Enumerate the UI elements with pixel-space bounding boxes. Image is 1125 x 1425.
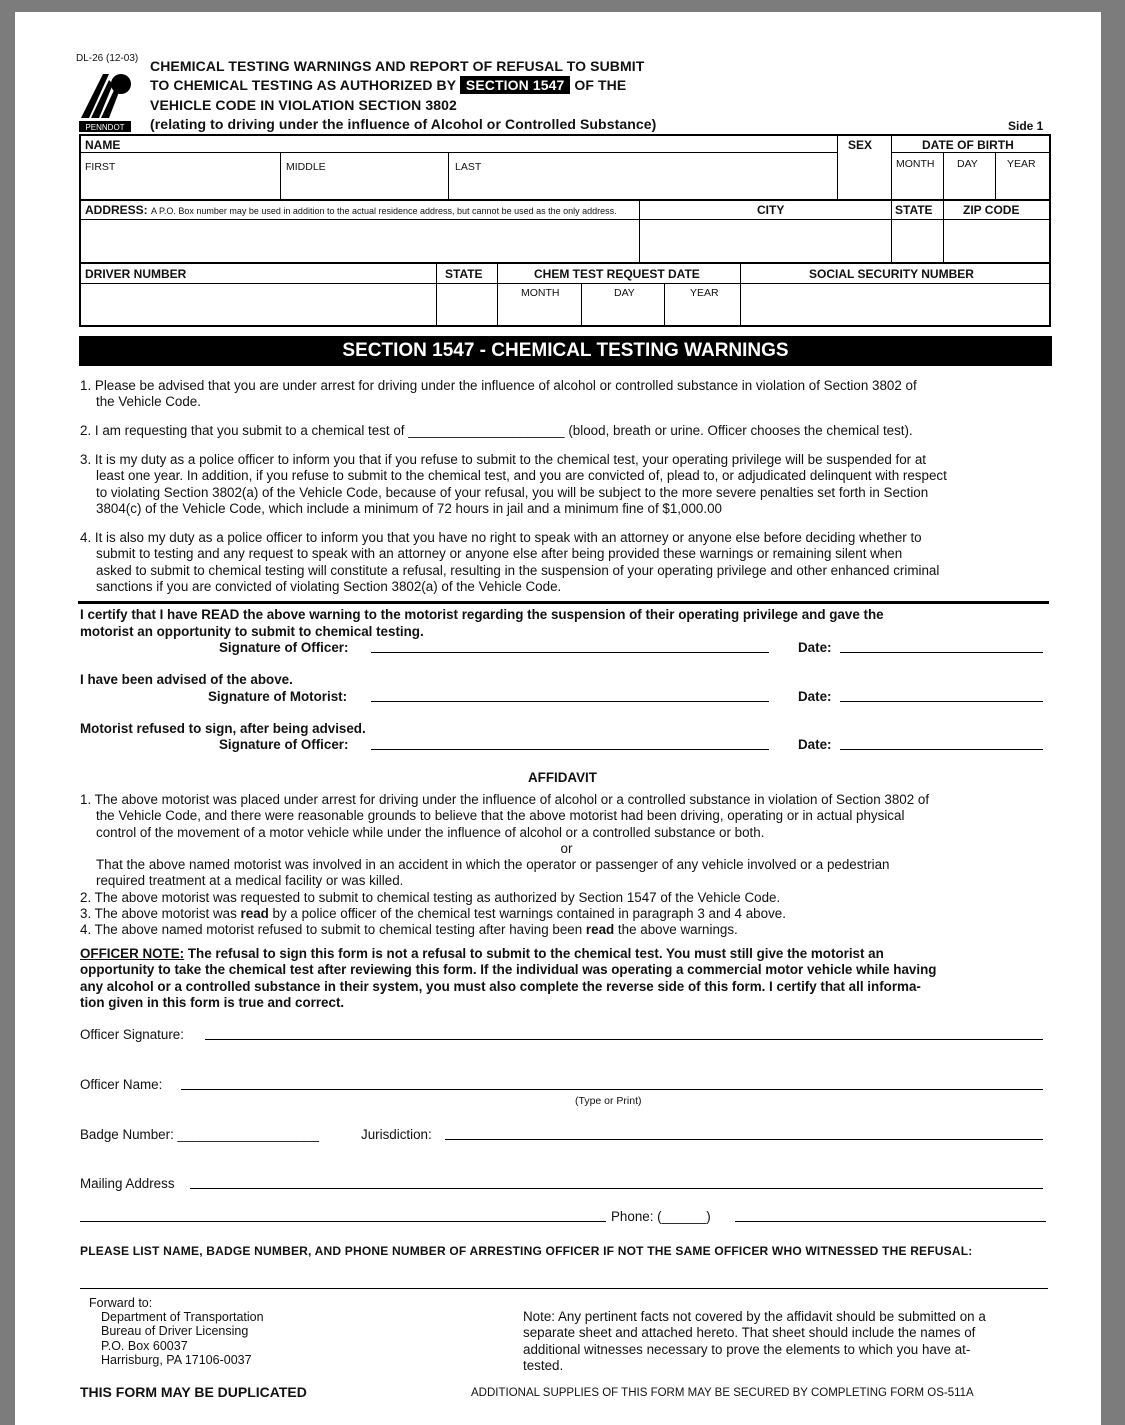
date-3-label: Date: <box>798 737 832 752</box>
svg-text:PENNDOT: PENNDOT <box>85 123 125 132</box>
warning-3: 3. It is my duty as a police officer to inform you that if you refuse to submit to the chemical test, your operating privilege will be suspended for at least one year. In addition, if you refuse to submit to the chemical test, and you are convicted of, plead to, or adjudicated delinquent with respect to violating Section 3802(a) of the Vehicle Code, because of your refusal, you will be subject to the more severe penalties set forth in Section 3804(c) of the Vehicle Code, which include a minimum of 72 hours in jail and a minimum fine of $1,000.00 <box>80 452 947 516</box>
section-banner: SECTION 1547 - CHEMICAL TESTING WARNINGS <box>79 336 1052 366</box>
supplies-notice: ADDITIONAL SUPPLIES OF THIS FORM MAY BE SECURED BY COMPLETING FORM OS-511A <box>471 1387 974 1399</box>
forward-address-2: Bureau of Driver Licensing <box>101 1324 249 1338</box>
mailing-address-line-2[interactable] <box>80 1211 606 1222</box>
officer-name-line[interactable] <box>181 1079 1043 1090</box>
date-1-label: Date: <box>798 640 832 655</box>
officer-note: OFFICER NOTE: The refusal to sign this form is not a refusal to submit to the chemical test. You must still give the motorist an opportunity to take the chemical test after reviewing this form. If the individual was operating a commercial motor vehicle while having any alcohol or a controlled substance in their system, you must also complete the reverse side of this form. I certify that all informa- tion given in this form is true and correct. <box>80 946 937 1010</box>
officer-signature-2-line[interactable] <box>371 739 769 750</box>
phone-label: Phone: (______) <box>611 1209 711 1224</box>
last-name-label: LAST <box>455 161 482 173</box>
officer-signature-field-line[interactable] <box>205 1029 1043 1040</box>
title-line-1: CHEMICAL TESTING WARNINGS AND REPORT OF REFUSAL TO SUBMIT <box>150 58 645 74</box>
mailing-address-label: Mailing Address <box>80 1176 175 1191</box>
chem-month-label: MONTH <box>521 287 560 299</box>
title-line-2: TO CHEMICAL TESTING AS AUTHORIZED BY SECTION 1547 OF THE <box>150 77 627 93</box>
affidavit-1: 1. The above motorist was placed under arrest for driving under the influence of alcohol or a controlled substance in violation of Section 3802 of the Vehicle Code, and there were reasonable grounds to believe that the above motorist had been driving, operating or in actual physical control of the movement of a motor vehicle while under the influence of alcohol or a controlled substance or both. or That the above named motorist was involved in an accident in which the operator or passenger of any vehicle involved or a pedestrian required treatment at a medical facility or was killed. 2. The above motorist was requested to submit to chemical testing as authorized by Section 1547 of the Vehicle Code. 3. The above motorist was read by a police officer of the chemical test warnings contained in paragraph 3 and 4 above. 4. The above named motorist refused to submit to chemical testing after having been read the above warnings. <box>80 792 930 938</box>
chem-day-label: DAY <box>614 287 635 299</box>
title-line-3: VEHICLE CODE IN VIOLATION SECTION 3802 <box>150 97 457 113</box>
section-1547-highlight: SECTION 1547 <box>460 76 570 94</box>
name-label: NAME <box>85 138 121 152</box>
city-label: CITY <box>757 203 785 217</box>
mailing-address-line[interactable] <box>190 1178 1043 1189</box>
driver-number-label: DRIVER NUMBER <box>85 267 187 281</box>
type-or-print-caption: (Type or Print) <box>575 1095 642 1107</box>
motorist-signature-line[interactable] <box>371 691 769 702</box>
duplicated-notice: THIS FORM MAY BE DUPLICATED <box>80 1384 307 1400</box>
address-note: A P.O. Box number may be used in addition to the actual residence address, but cannot be used as the only address. <box>151 206 617 216</box>
first-name-label: FIRST <box>85 161 116 173</box>
dob-year-label: YEAR <box>1007 158 1036 170</box>
phone-line[interactable] <box>735 1211 1046 1222</box>
side-label: Side 1 <box>1008 119 1044 133</box>
affidavit-title: AFFIDAVIT <box>528 770 597 785</box>
officer-name-label: Officer Name: <box>80 1077 163 1092</box>
officer-signature-field-label: Officer Signature: <box>80 1027 184 1042</box>
dob-label: DATE OF BIRTH <box>922 138 1014 152</box>
address-label: ADDRESS: A P.O. Box number may be used in addition to the actual residence address, but cannot be used as the only address. <box>85 203 617 217</box>
sex-label: SEX <box>848 138 873 152</box>
warning-1: 1. Please be advised that you are under arrest for driving under the influence of alcohol or controlled substance in violation of Section 3802 of the Vehicle Code. <box>80 378 917 410</box>
title-line-4: (relating to driving under the influence of Alcohol or Controlled Substance) <box>150 116 657 132</box>
zip-label: ZIP CODE <box>963 203 1020 217</box>
warning-4: 4. It is also my duty as a police officer to inform you that you have no right to speak with an attorney or anyone else before deciding whether to submit to testing and any request to speak with an attorney or anyone else after being provided these warnings or remaining silent when asked to submit to chemical testing will constitute a refusal, resulting in the suspension of your operating privilege and other enhanced criminal sanctions if you are convicted of violating Section 3802(a) of the Vehicle Code. <box>80 530 940 594</box>
date-1-line[interactable] <box>840 642 1043 653</box>
badge-number-label: Badge Number: ___________________ <box>80 1127 320 1142</box>
date-3-line[interactable] <box>840 739 1043 750</box>
chem-test-date-label: CHEM TEST REQUEST DATE <box>534 267 700 281</box>
jurisdiction-label: Jurisdiction: <box>361 1127 432 1142</box>
penndot-logo <box>79 70 131 132</box>
date-2-line[interactable] <box>840 691 1043 702</box>
chem-year-label: YEAR <box>690 287 719 299</box>
driver-state-label: STATE <box>445 267 483 281</box>
footer-note: Note: Any pertinent facts not covered by the affidavit should be submitted on a separate sheet and attached hereto. That sheet should include the names of additional witnesses necessary to prove the elements to which you have at- tested. <box>523 1309 986 1373</box>
arresting-officer-line[interactable] <box>80 1278 1048 1289</box>
dob-month-label: MONTH <box>896 158 935 170</box>
middle-name-label: MIDDLE <box>286 161 326 173</box>
motorist-signature-label: Signature of Motorist: <box>208 689 348 704</box>
form-page <box>15 12 1101 1425</box>
officer-signature-1-label: Signature of Officer: <box>219 640 349 655</box>
certify-line-1: I certify that I have READ the above warning to the motorist regarding the suspension of their operating privilege and gave the <box>80 607 884 622</box>
advised-label: I have been advised of the above. <box>80 672 293 687</box>
date-2-label: Date: <box>798 689 832 704</box>
warning-2: 2. I am requesting that you submit to a chemical test of _____________________ (blood, breath or urine. Officer chooses the chemical test). <box>80 423 913 438</box>
forward-to-label: Forward to: <box>89 1296 153 1310</box>
state-label: STATE <box>895 203 933 217</box>
divider <box>78 601 1049 604</box>
forward-address-4: Harrisburg, PA 17106-0037 <box>101 1353 252 1367</box>
forward-address-1: Department of Transportation <box>101 1310 264 1324</box>
ssn-label: SOCIAL SECURITY NUMBER <box>809 267 974 281</box>
officer-signature-2-label: Signature of Officer: <box>219 737 349 752</box>
certify-line-2: motorist an opportunity to submit to chemical testing. <box>80 624 424 639</box>
dob-day-label: DAY <box>957 158 978 170</box>
jurisdiction-line[interactable] <box>445 1129 1043 1140</box>
officer-signature-1-line[interactable] <box>371 642 769 653</box>
refused-label: Motorist refused to sign, after being advised. <box>80 721 366 736</box>
form-number: DL-26 (12-03) <box>76 53 139 64</box>
forward-address-3: P.O. Box 60037 <box>101 1339 188 1353</box>
arresting-officer-instruction: PLEASE LIST NAME, BADGE NUMBER, AND PHONE NUMBER OF ARRESTING OFFICER IF NOT THE SAME OFFICER WHO WITNESSED THE REFUSAL: <box>80 1244 973 1258</box>
